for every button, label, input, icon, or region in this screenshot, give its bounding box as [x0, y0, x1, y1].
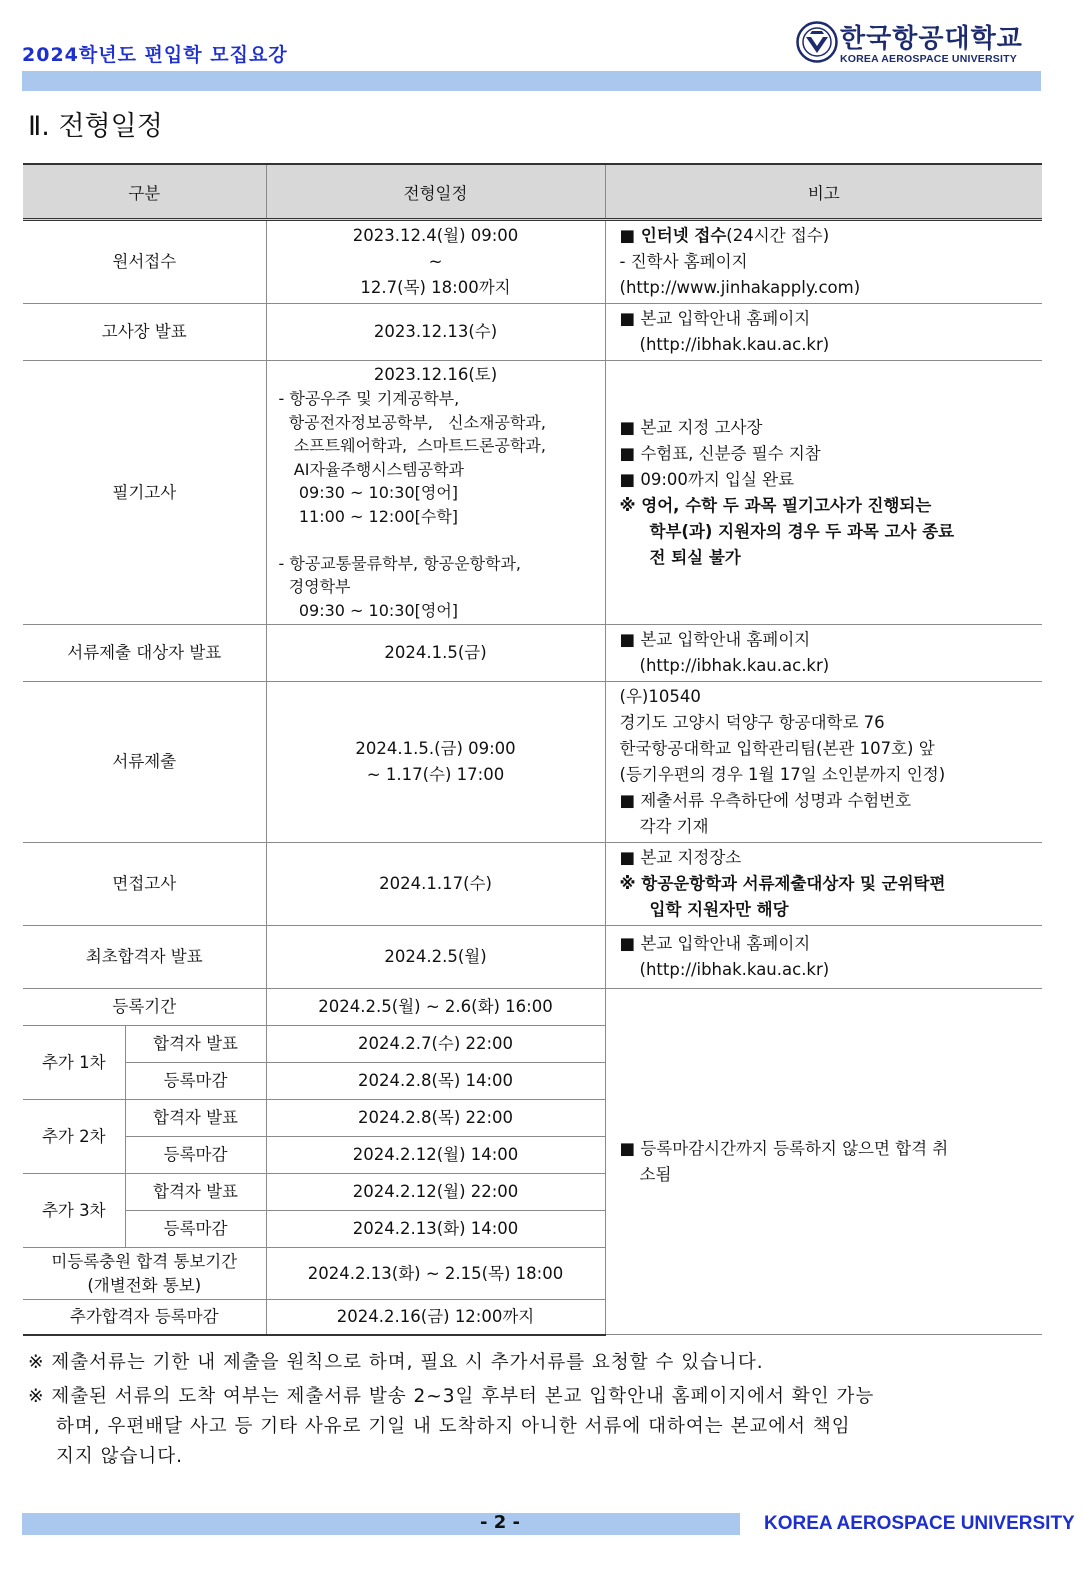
university-logo	[796, 18, 1041, 70]
row-label: 추가 2차	[23, 1100, 125, 1174]
row-sublabel: 합격자 발표	[125, 1174, 266, 1211]
row-note: ■ 본교 지정장소 ※ 항공운항학과 서류제출대상자 및 군위탁편 입학 지원자만 해당	[605, 843, 1042, 926]
row-label: 면접고사	[23, 843, 266, 926]
row-sublabel: 등록마감	[125, 1063, 266, 1100]
footnote-1: ※ 제출서류는 기한 내 제출을 원칙으로 하며, 필요 시 추가서류를 요청할 수 있습니다.	[28, 1352, 764, 1373]
row-label: 추가합격자 등록마감	[23, 1300, 266, 1335]
table-row	[23, 361, 1042, 625]
row-sublabel: 합격자 발표	[125, 1100, 266, 1137]
row-label: 고사장 발표	[23, 304, 266, 361]
page-number: - 2 -	[480, 1512, 520, 1533]
header-title: 2024학년도 편입학 모집요강	[22, 44, 288, 66]
table-row	[23, 926, 1042, 989]
row-sublabel: 등록마감	[125, 1211, 266, 1248]
section-title: Ⅱ. 전형일정	[28, 111, 163, 142]
row-sublabel: 합격자 발표	[125, 1026, 266, 1063]
row-sublabel: 등록마감	[125, 1137, 266, 1174]
row-label: 최초합격자 발표	[23, 926, 266, 989]
table-row	[23, 304, 1042, 361]
logo-korean-name: 한국항공대학교	[840, 24, 1023, 54]
row-label: 필기고사	[23, 361, 266, 625]
row-note: (우)10540 경기도 고양시 덕양구 항공대학로 76 한국항공대학교 입학관리팀(본관 107호) 앞 (등기우편의 경우 1월 17일 소인분까지 인정) ■ 제출서류 우측하단에 성명과 수험번호 각각 기재	[605, 682, 1042, 843]
footer-university: KOREA AEROSPACE UNIVERSITY	[764, 1513, 1075, 1534]
row-date: 2024.1.17(수)	[266, 843, 605, 926]
registration-note: ■ 등록마감시간까지 등록하지 않으면 합격 취 소됨	[605, 989, 1042, 1335]
row-label: 등록기간	[23, 989, 266, 1026]
row-note: ■ 본교 지정 고사장 ■ 수험표, 신분증 필수 지참 ■ 09:00까지 입실 완료 ※ 영어, 수학 두 과목 필기고사가 진행되는 학부(과) 지원자의 경우 두 과목 고사 종료 전 퇴실 불가	[605, 361, 1042, 625]
row-date: 2024.2.16(금) 12:00까지	[266, 1300, 605, 1335]
row-date: 2023.12.13(수)	[266, 304, 605, 361]
row-date: 2024.2.13(화) 14:00	[266, 1211, 605, 1248]
row-date: 2024.2.13(화) ~ 2.15(목) 18:00	[266, 1248, 605, 1300]
header-category: 구분	[23, 164, 266, 220]
table-row	[23, 843, 1042, 926]
row-label: 서류제출	[23, 682, 266, 843]
row-date: 2024.1.5(금)	[266, 625, 605, 682]
footer-bar	[22, 1513, 740, 1535]
header-schedule: 전형일정	[266, 164, 605, 220]
row-date: 2024.1.5.(금) 09:00 ~ 1.17(수) 17:00	[266, 682, 605, 843]
header-remarks: 비고	[605, 164, 1042, 220]
emblem-icon	[796, 21, 838, 63]
table-row	[23, 682, 1042, 843]
row-date: 2024.2.8(목) 14:00	[266, 1063, 605, 1100]
row-label: 원서접수	[23, 220, 266, 304]
row-note: ■ 본교 입학안내 홈페이지 (http://ibhak.kau.ac.kr)	[605, 926, 1042, 989]
row-note: ■ 본교 입학안내 홈페이지 (http://ibhak.kau.ac.kr)	[605, 625, 1042, 682]
row-label: 추가 3차	[23, 1174, 125, 1248]
logo-english-name: KOREA AEROSPACE UNIVERSITY	[840, 53, 1017, 65]
footnote-2: ※ 제출된 서류의 도착 여부는 제출서류 발송 2~3일 후부터 본교 입학안내 홈페이지에서 확인 가능 하며, 우편배달 사고 등 기타 사유로 기일 내 도착하지 아니한 서류에 대하여는 본교에서 책임 지지 않습니다.	[28, 1386, 875, 1467]
table-header-row	[23, 164, 1042, 220]
row-date: 2023.12.4(월) 09:00 ~ 12.7(목) 18:00까지	[266, 220, 605, 304]
header-bar	[22, 71, 1041, 91]
row-date: 2024.2.5(월)	[266, 926, 605, 989]
row-date: 2024.2.7(수) 22:00	[266, 1026, 605, 1063]
row-note: ■ 인터넷 접수(24시간 접수) - 진학사 홈페이지 (http://www.jinhakapply.com)	[605, 220, 1042, 304]
row-date: 2024.2.8(목) 22:00	[266, 1100, 605, 1137]
row-label: 미등록충원 합격 통보기간 (개별전화 통보)	[23, 1248, 266, 1300]
row-label: 추가 1차	[23, 1026, 125, 1100]
row-label: 서류제출 대상자 발표	[23, 625, 266, 682]
row-date: 2024.2.12(월) 22:00	[266, 1174, 605, 1211]
row-date: 2023.12.16(토) - 항공우주 및 기계공학부, 항공전자정보공학부, 신소재공학과, 소프트웨어학과, 스마트드론공학과, AI자율주행시스템공학과 09:30 ~ 10:30[영어] 11:00 ~ 12:00[수학] - 항공교통물류학부, 항공운항학과, 경영학부 09:30 ~ 10:30[영어]	[266, 361, 605, 625]
table-row	[23, 989, 1042, 1026]
table-row	[23, 220, 1042, 304]
row-date: 2024.2.5(월) ~ 2.6(화) 16:00	[266, 989, 605, 1026]
schedule-table	[23, 163, 1042, 1336]
row-note: ■ 본교 입학안내 홈페이지 (http://ibhak.kau.ac.kr)	[605, 304, 1042, 361]
table-row	[23, 625, 1042, 682]
row-date: 2024.2.12(월) 14:00	[266, 1137, 605, 1174]
